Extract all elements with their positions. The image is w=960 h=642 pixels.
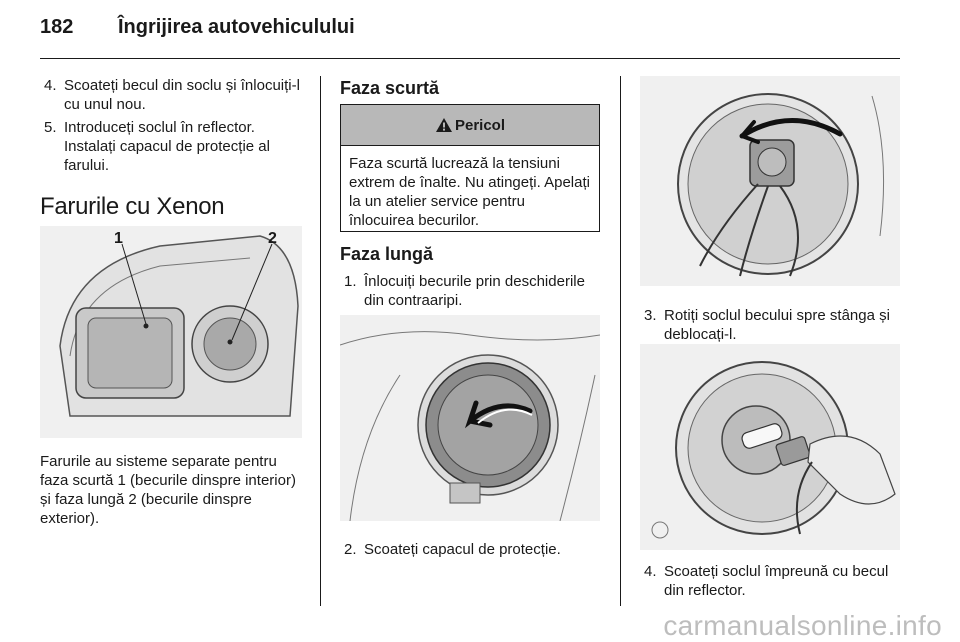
danger-text: Faza scurtă lucrează la tensiuni extrem de înalte. Nu atingeți. Apelați la un atelier service pentru înlocuirea becurilor. [349, 155, 590, 229]
danger-title: Pericol [454, 116, 506, 134]
figure-label-1: 1 [114, 230, 123, 247]
list-item: 5. Introduceți soclul în reflector. Instalați capacul de protecție al farului. [44, 119, 270, 174]
warning-triangle-icon [435, 117, 453, 133]
bulb-socket-rotate-figure [640, 76, 900, 286]
figure-label-2: 2 [268, 230, 277, 247]
list-item: 3. Rotiți soclul becului spre stânga și deblocați-l. [644, 307, 890, 343]
bulb-removal-figure [640, 344, 900, 550]
steps-list [44, 76, 300, 175]
list-item: 2. Scoateți capacul de protecție. [344, 541, 561, 558]
xenon-paragraph: Farurile au sisteme separate pentru faza scurtă 1 (becurile dinspre interior) și faza lungă 2 (becurile dinspre exterior). [40, 453, 296, 527]
column-divider [320, 76, 321, 606]
danger-header [341, 105, 599, 146]
section-heading-xenon: Farurile cu Xenon [40, 193, 225, 220]
column-divider [620, 76, 621, 606]
list-item: 4. Scoateți soclul împreună cu becul din reflector. [644, 563, 889, 599]
list-item: 4. Scoateți becul din soclu și înlocuiți-l cu unul nou. [44, 77, 300, 113]
page-number: 182 [40, 16, 74, 38]
xenon-headlamp-figure [40, 226, 302, 438]
protective-cap-figure [340, 315, 600, 521]
list-item: 1. Înlocuiți becurile prin deschiderile din contraaripi. [344, 273, 585, 309]
watermark: carmanualsonline.info [663, 610, 942, 641]
header-rule [40, 58, 900, 59]
section-heading-low-beam: Faza scurtă [340, 78, 440, 98]
danger-box [340, 104, 600, 232]
section-heading-high-beam: Faza lungă [340, 244, 434, 264]
page-title: Îngrijirea autovehiculului [118, 16, 355, 38]
